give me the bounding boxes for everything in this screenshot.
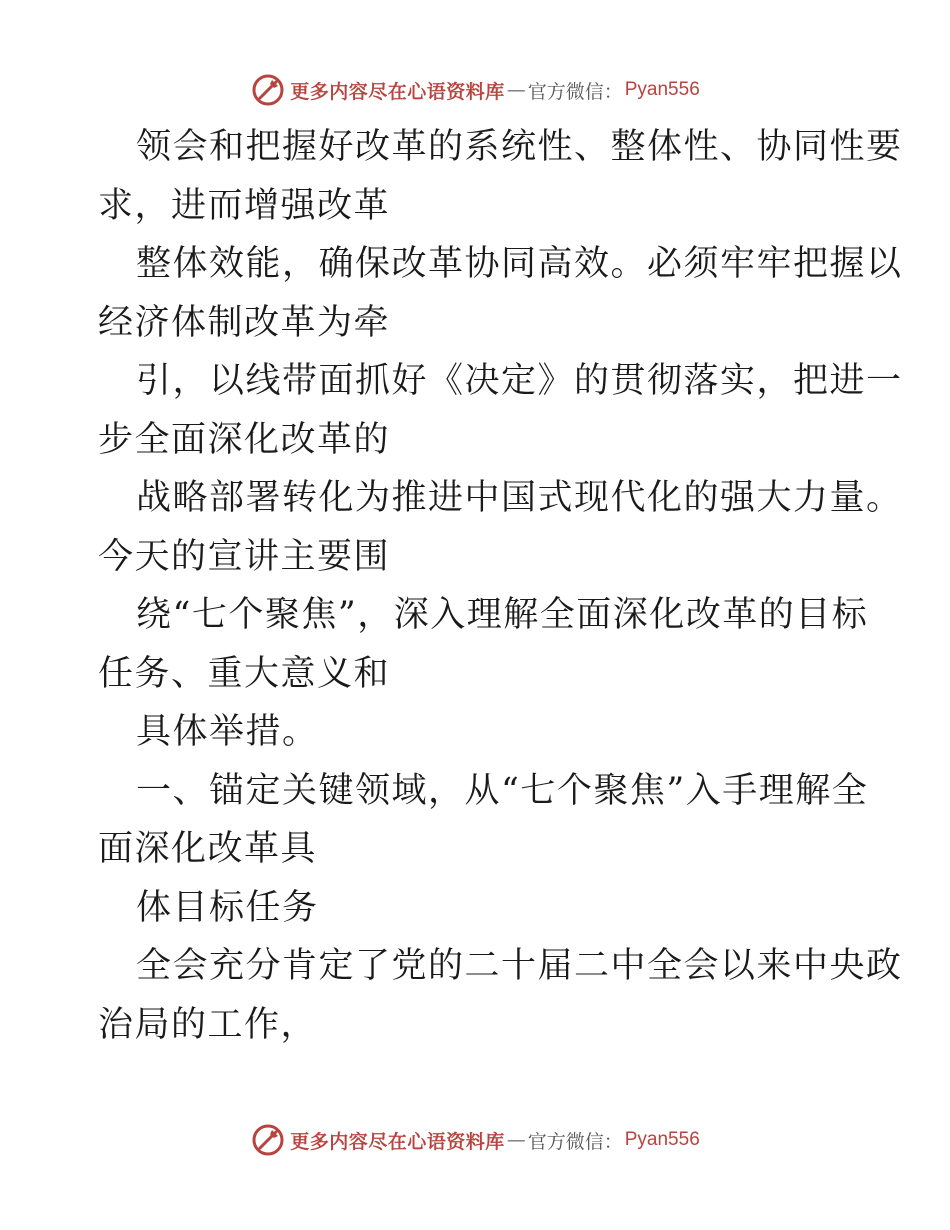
brand-text: 更多内容尽在心语资料库 xyxy=(290,1130,505,1153)
line: 具体举措。 xyxy=(136,712,319,752)
line: 领会和把握好改革的系统性、整体性、协同性要 xyxy=(136,127,903,167)
banner-dash: — xyxy=(506,79,526,101)
footer-watermark-banner xyxy=(0,1120,950,1160)
line: 绕“七个聚焦”，深入理解全面深化改革的目标 xyxy=(136,595,869,635)
line: 引，以线带面抓好《决定》的贯彻落实，把进一 xyxy=(136,361,903,401)
line: 整体效能，确保改革协同高效。必须牢牢把握以 xyxy=(136,244,903,284)
official-wechat-label: 官方微信： xyxy=(527,1130,623,1153)
document-body xyxy=(98,118,903,1054)
paragraph xyxy=(98,118,903,235)
paragraph xyxy=(98,352,903,469)
paragraph xyxy=(98,703,858,762)
official-wechat-label: 官方微信： xyxy=(527,80,623,103)
paragraph xyxy=(98,235,903,352)
header-watermark-banner xyxy=(0,70,950,110)
line-continued: 面深化改革具 xyxy=(98,829,318,869)
wechat-handle: Pyan556 xyxy=(624,1129,700,1150)
line: 全会充分肯定了党的二十届二中全会以来中央政 xyxy=(136,946,903,986)
wechat-handle: Pyan556 xyxy=(624,79,700,100)
paragraph xyxy=(98,937,903,1054)
line: 一、锚定关键领域，从“七个聚焦”入手理解全 xyxy=(136,770,869,811)
banner-dash: — xyxy=(506,1129,526,1151)
paragraph xyxy=(98,469,903,586)
section-heading xyxy=(98,762,869,879)
line: 体目标任务 xyxy=(136,887,319,928)
line: 战略部署转化为推进中国式现代化的强大力量。 xyxy=(136,478,903,518)
brand-logo-icon xyxy=(250,1122,286,1158)
line-continued: 治局的工作， xyxy=(98,1004,318,1045)
brand-logo-icon xyxy=(250,72,286,108)
brand-text: 更多内容尽在心语资料库 xyxy=(290,80,505,103)
line-continued: 步全面深化改革的 xyxy=(98,419,391,460)
line-continued: 今天的宣讲主要围 xyxy=(98,536,391,577)
line-continued: 求，进而增强改革 xyxy=(98,185,391,226)
line-continued: 任务、重大意义和 xyxy=(98,653,391,694)
paragraph xyxy=(98,586,869,703)
line-continued: 经济体制改革为牵 xyxy=(98,302,391,343)
section-heading-continued xyxy=(98,879,858,938)
